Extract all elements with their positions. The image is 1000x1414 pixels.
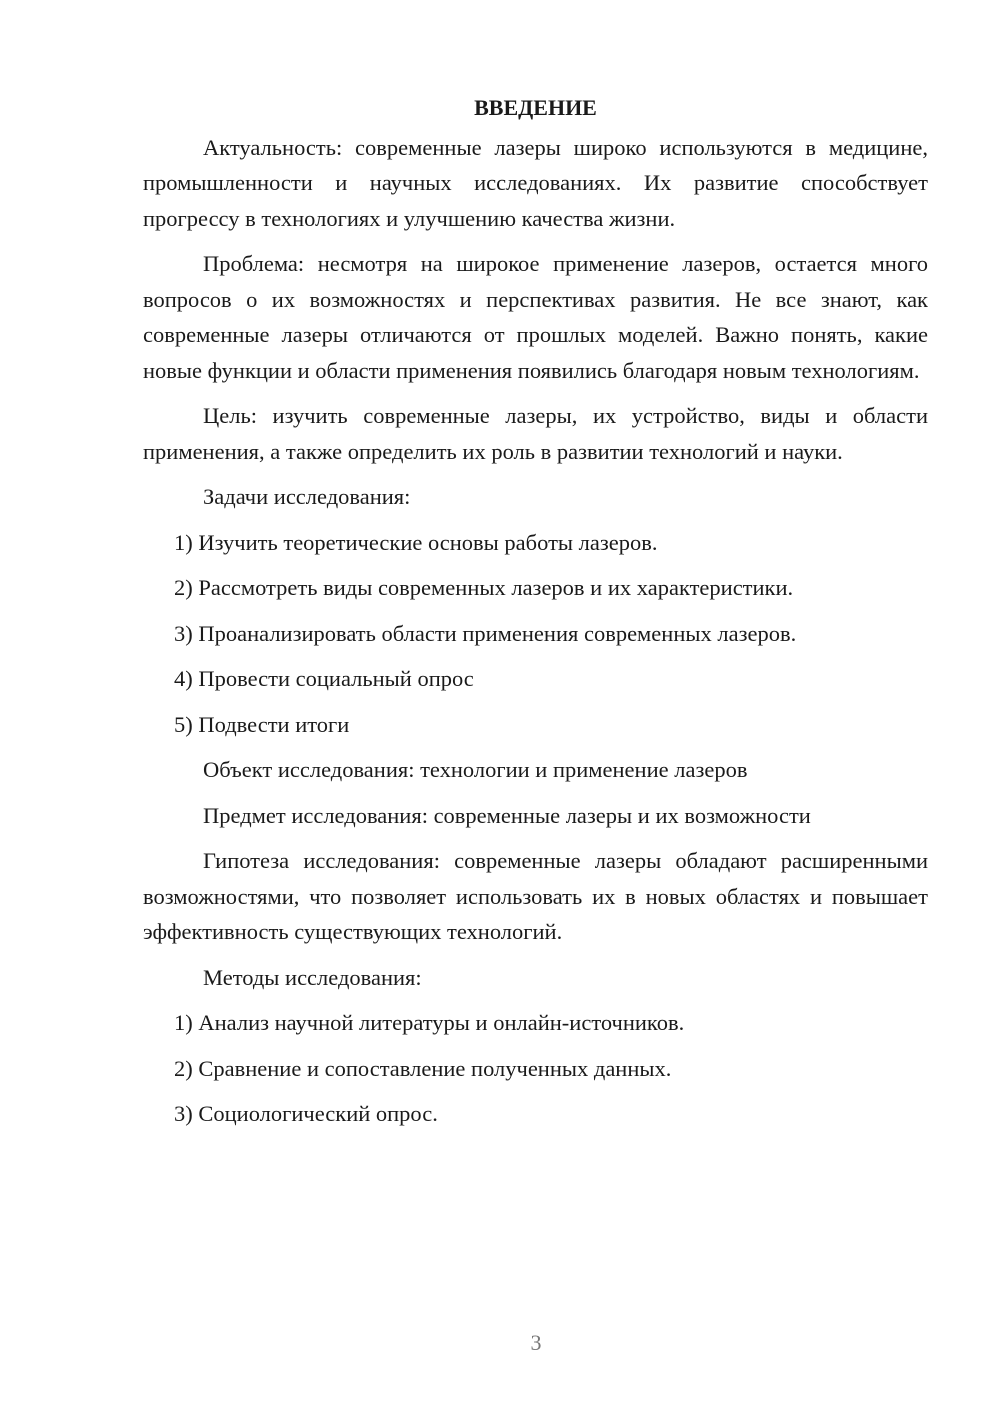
tasks-list (143, 525, 928, 743)
relevance-paragraph: Актуальность: современные лазеры широко используются в медицине, промышленности и научных исследованиях. Их развитие способствует прогрессу в технологиях и улучшению качества жизни. (143, 134, 928, 231)
methods-list (143, 1005, 928, 1132)
goal-paragraph: Цель: изучить современные лазеры, их устройство, виды и области применения, а также определить их роль в развитии технологий и науки. (143, 403, 928, 464)
list-item: 2) Сравнение и сопоставление полученных данных. (174, 1055, 672, 1081)
list-item: 1) Анализ научной литературы и онлайн-источников. (174, 1010, 685, 1035)
list-item: 1) Изучить теоретические основы работы лазеров. (174, 529, 658, 555)
list-item: 3) Социологический опрос. (174, 1101, 438, 1126)
object-paragraph: Объект исследования: технологии и применение лазеров (203, 757, 748, 782)
page-number: 3 (530, 1330, 542, 1355)
tasks-heading: Задачи исследования: (203, 484, 411, 509)
document-body (143, 90, 928, 1142)
methods-heading: Методы исследования: (203, 964, 422, 990)
list-item: 2) Рассмотреть виды современных лазеров и их характеристики. (174, 575, 794, 600)
subject-paragraph: Предмет исследования: современные лазеры и их возможности (203, 802, 811, 828)
list-item: 5) Подвести итоги (174, 711, 350, 737)
page-title: ВВЕДЕНИЕ (474, 95, 597, 120)
list-item: 3) Проанализировать области применения современных лазеров. (174, 620, 797, 646)
hypothesis-paragraph: Гипотеза исследования: современные лазеры обладают расширенными возможностями, что позволяет использовать их в новых областях и повышает эффективность существующих технологий. (143, 848, 928, 944)
list-item: 4) Провести социальный опрос (174, 666, 474, 691)
problem-paragraph: Проблема: несмотря на широкое применение лазеров, остается много вопросов о их возможностях и перспективах развития. Не все знают, как современные лазеры отличаются от прошлых моделей. Важно понять, какие новые функции и области применения появились благодаря новым технологиям. (143, 251, 928, 383)
